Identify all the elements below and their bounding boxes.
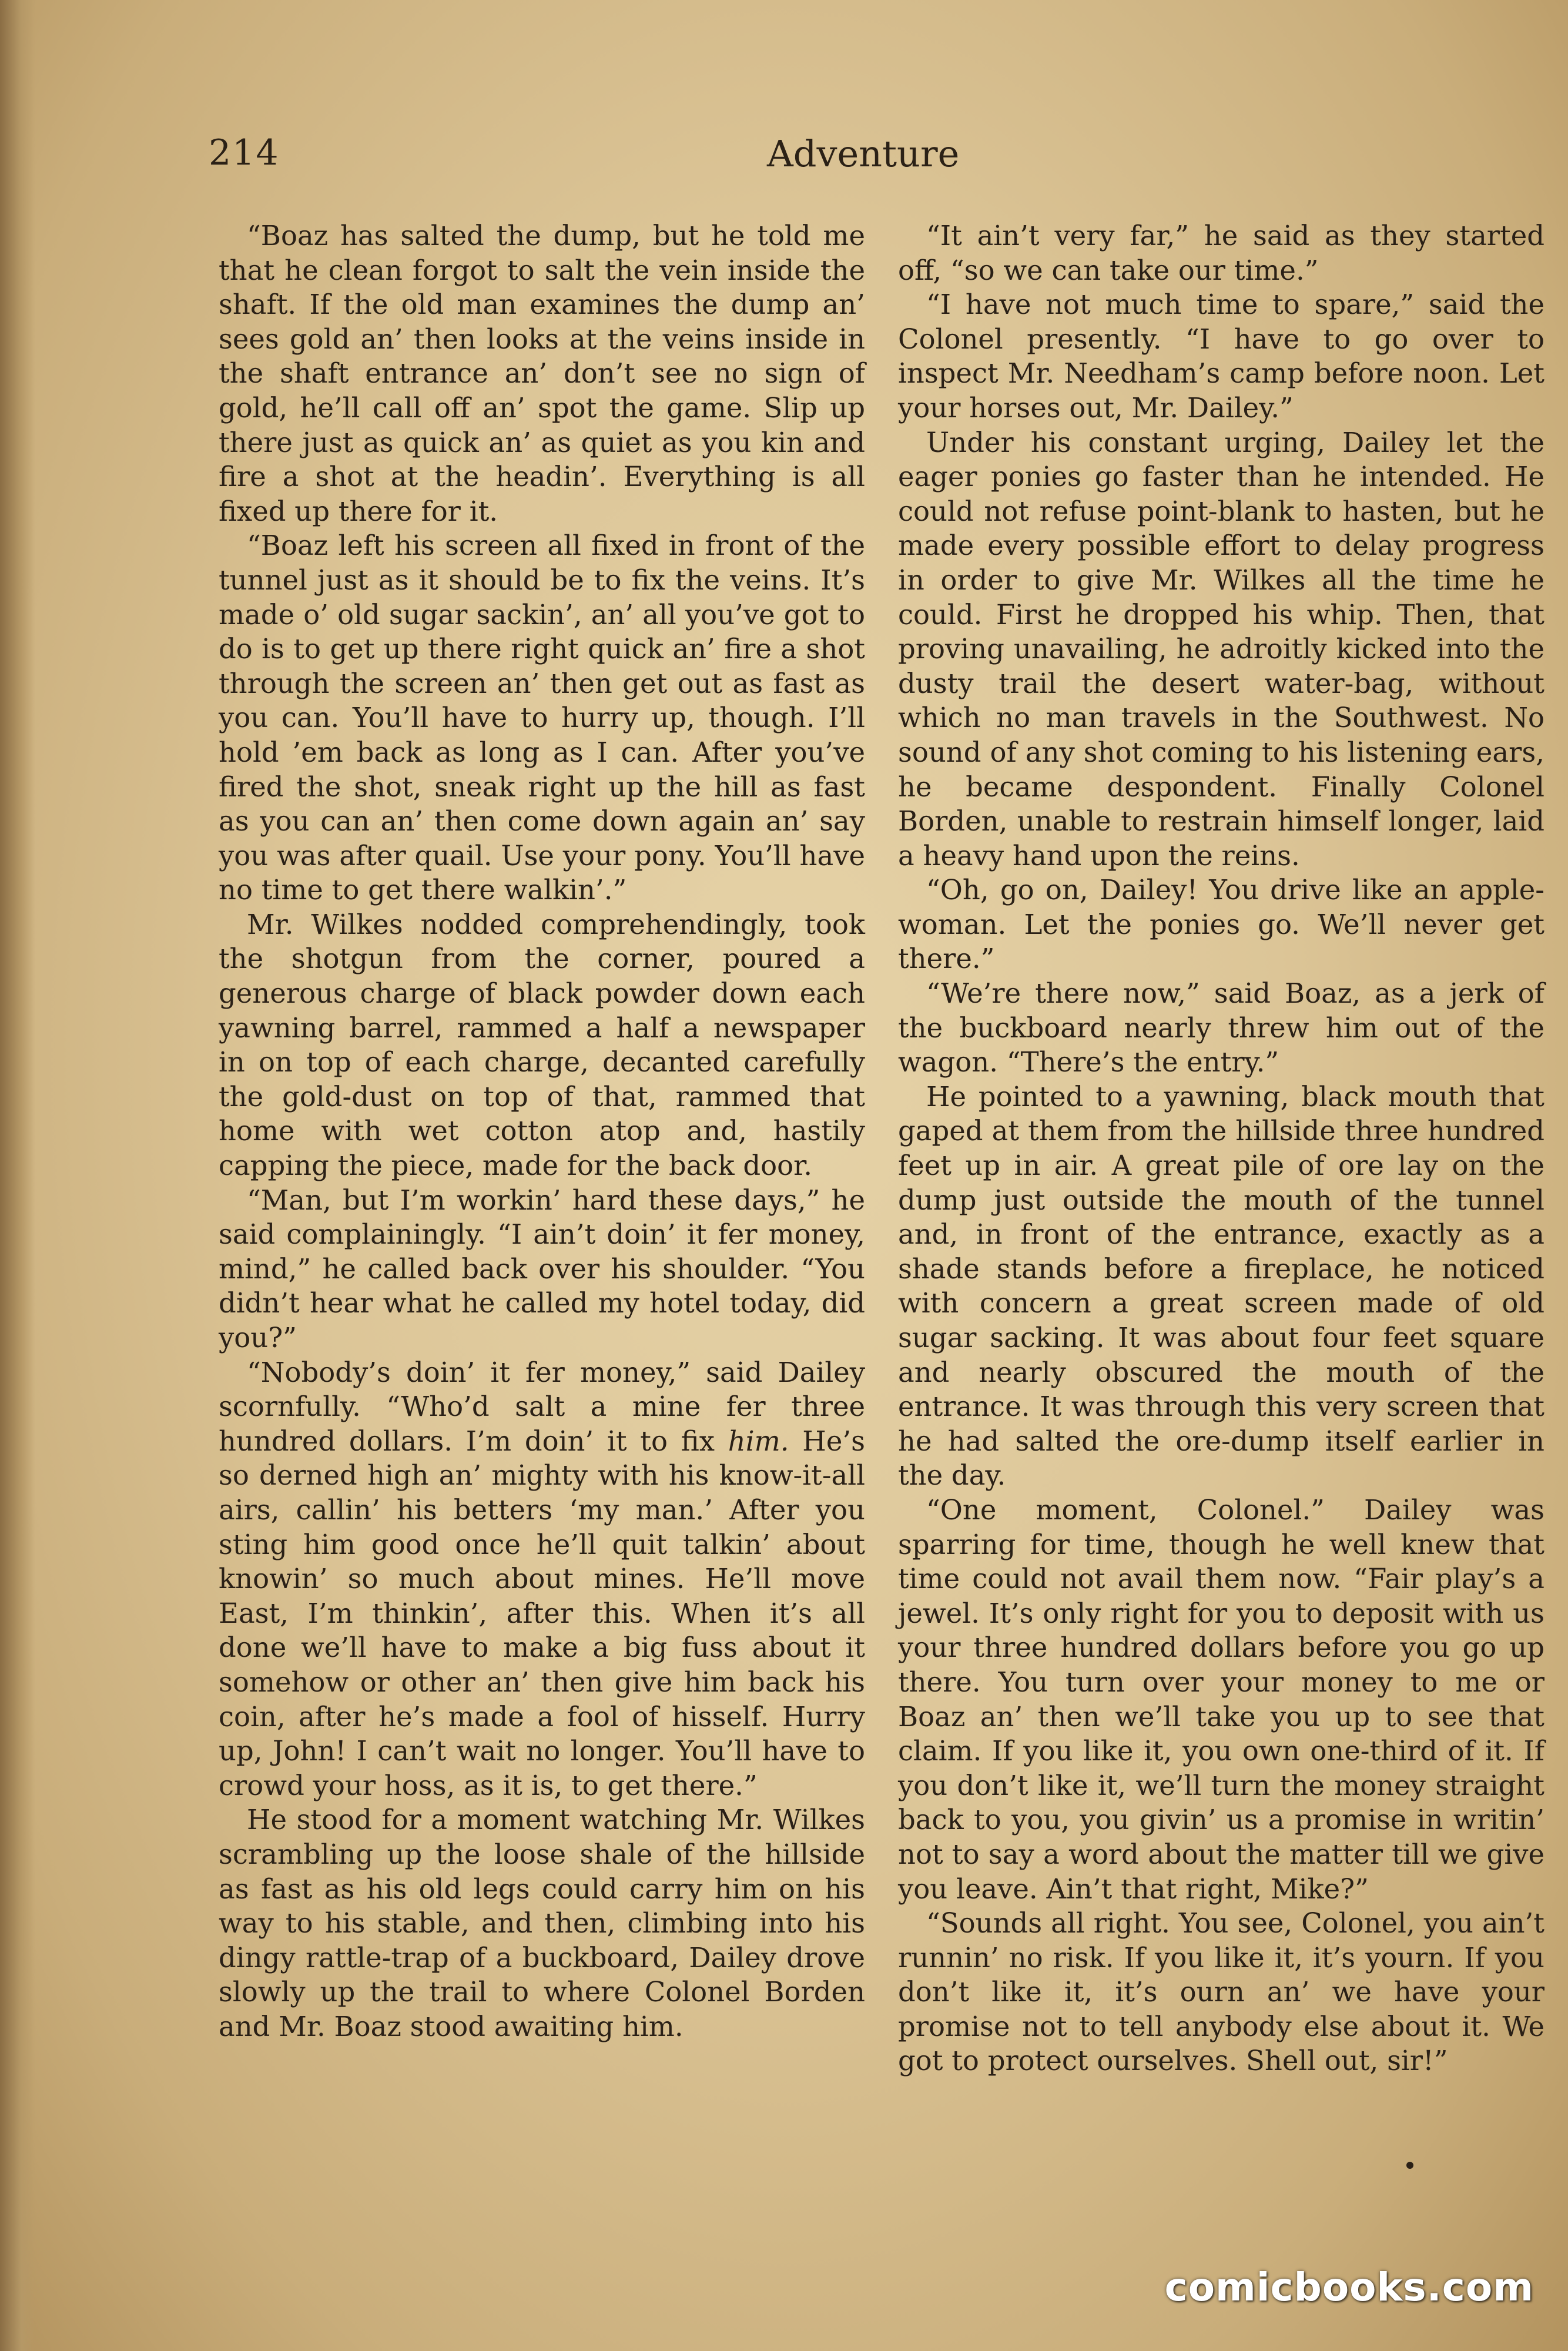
paragraph: He stood for a moment watching Mr. Wilkes scrambling up the loose shale of the hillside as fast as his old legs could carry him on his way to his stable, and then, climbing into his dingy rattle-trap of a buckboard, Dailey drove slowly up the trail to where Colonel Borden and Mr. Boaz stood awaiting him. <box>219 1804 865 2042</box>
paragraph: Mr. Wilkes nodded comprehendingly, took the shotgun from the corner, poured a generous charge of black powder down each yawning barrel, rammed a half a newspaper in on top of each charge, decanted carefully the gold-dust on top of that, rammed that home with wet cotton atop and, hastily capping the piece, made for the back door. <box>219 908 865 1182</box>
paragraph <box>219 1355 865 1803</box>
page-number: 214 <box>209 132 280 173</box>
page-header <box>209 132 1525 197</box>
paragraph: “Man, but I’m workin’ hard these days,” he said complainingly. “I ain’t doin’ it fer money, mind,” he called back over his shoulder. “You didn’t hear what he called my hotel today, did you?” <box>219 1184 865 1354</box>
paragraph: “Oh, go on, Dailey! You drive like an apple-woman. Let the ponies go. We’ll never get there.” <box>898 874 1544 975</box>
left-text-column <box>219 219 865 2044</box>
paragraph: “It ain’t very far,” he said as they started off, “so we can take our time.” <box>898 220 1544 286</box>
emphasized-text: him. <box>728 1425 789 1457</box>
paragraph: “One moment, Colonel.” Dailey was sparring for time, though he well knew that time could not avail them now. “Fair play’s a jewel. It’s only right for you to deposit with us your three hundred dollars before you go up there. You turn over your money to me or Boaz an’ then we’ll take you up to see that claim. If you like it, you own one-third of it. If you don’t like it, we’ll turn the money straight back to you, you givin’ us a promise in writin’ not to say a word about the matter till we give you leave. Ain’t that right, Mike?” <box>898 1493 1544 1905</box>
paragraph: He pointed to a yawning, black mouth that gaped at them from the hillside three hundred feet up in air. A great pile of ore lay on the dump just outside the mouth of the tunnel and, in front of the entrance, exactly as a shade stands before a fireplace, he noticed with concern a great screen made of old sugar sacking. It was about four feet square and nearly obscured the mouth of the entrance. It was through this very screen that he had salted the ore-dump itself earlier in the day. <box>898 1080 1544 1492</box>
paragraph: “Boaz left his screen all fixed in front of the tunnel just as it should be to fix the veins. It’s made o’ old sugar sackin’, an’ all you’ve got to do is to get up there right quick an’ fire a shot through the screen an’ then get out as fast as you can. You’ll have to hurry up, though. I’ll hold ’em back as long as I can. After you’ve fired the shot, sneak right up the hill as fast as you can an’ then come down again an’ say you was after quail. Use your pony. You’ll have no time to get there walkin’.” <box>219 530 865 906</box>
paragraph-text: “Nobody’s doin’ it fer money,” said Dailey scornfully. “Who’d salt a mine fer three hundred dollars. I’m doin’ it to fix <box>219 1356 865 1457</box>
paragraph: “I have not much time to spare,” said the Colonel presently. “I have to go over to inspect Mr. Needham’s camp before noon. Let your horses out, Mr. Dailey.” <box>898 289 1544 424</box>
paragraph-text: He’s so derned high an’ mighty with his know-it-all airs, callin’ his betters ‘my man.’ After you sting him good once he’ll quit talkin’ about knowin’ so much about mines. He’ll move East, I’m thinkin’, after this. When it’s all done we’ll have to make a big fuss about it somehow or other an’ then give him back his coin, after he’s made a fool of hisself. Hurry up, John! I can’t wait no longer. You’ll have to crowd your hoss, as it is, to get there.” <box>219 1425 865 1801</box>
paragraph: “We’re there now,” said Boaz, as a jerk of the buckboard nearly threw him out of the wagon. “There’s the entry.” <box>898 977 1544 1079</box>
paragraph: “Boaz has salted the dump, but he told me that he clean forgot to salt the vein inside the shaft. If the old man examines the dump an’ sees gold an’ then looks at the veins inside in the shaft entrance an’ don’t see no sign of gold, he’ll call off an’ spot the game. Slip up there just as quick an’ as quiet as you kin and fire a shot at the headin’. Everything is all fixed up there for it. <box>219 220 865 527</box>
section-end-dot <box>1406 2162 1413 2169</box>
paragraph: Under his constant urging, Dailey let the eager ponies go faster than he intended. He could not refuse point-blank to hasten, but he made every possible effort to delay progress in order to give Mr. Wilkes all the time he could. First he dropped his whip. Then, that proving unavailing, he adroitly kicked into the dusty trail the desert water-bag, without which no man travels in the Southwest. No sound of any shot coming to his listening ears, he became despondent. Finally Colonel Borden, unable to restrain himself longer, laid a heavy hand upon the reins. <box>898 426 1544 872</box>
paragraph: “Sounds all right. You see, Colonel, you ain’t runnin’ no risk. If you like it, it’s yourn. If you don’t like it, it’s ourn an’ we have your promise not to tell anybody else about it. We got to protect ourselves. Shell out, sir!” <box>898 1907 1544 2077</box>
right-text-column <box>898 219 1544 2078</box>
page-binding-edge <box>0 0 35 2351</box>
running-title: Adventure <box>767 132 960 175</box>
watermark: comicbooks.com <box>1164 2265 1534 2310</box>
